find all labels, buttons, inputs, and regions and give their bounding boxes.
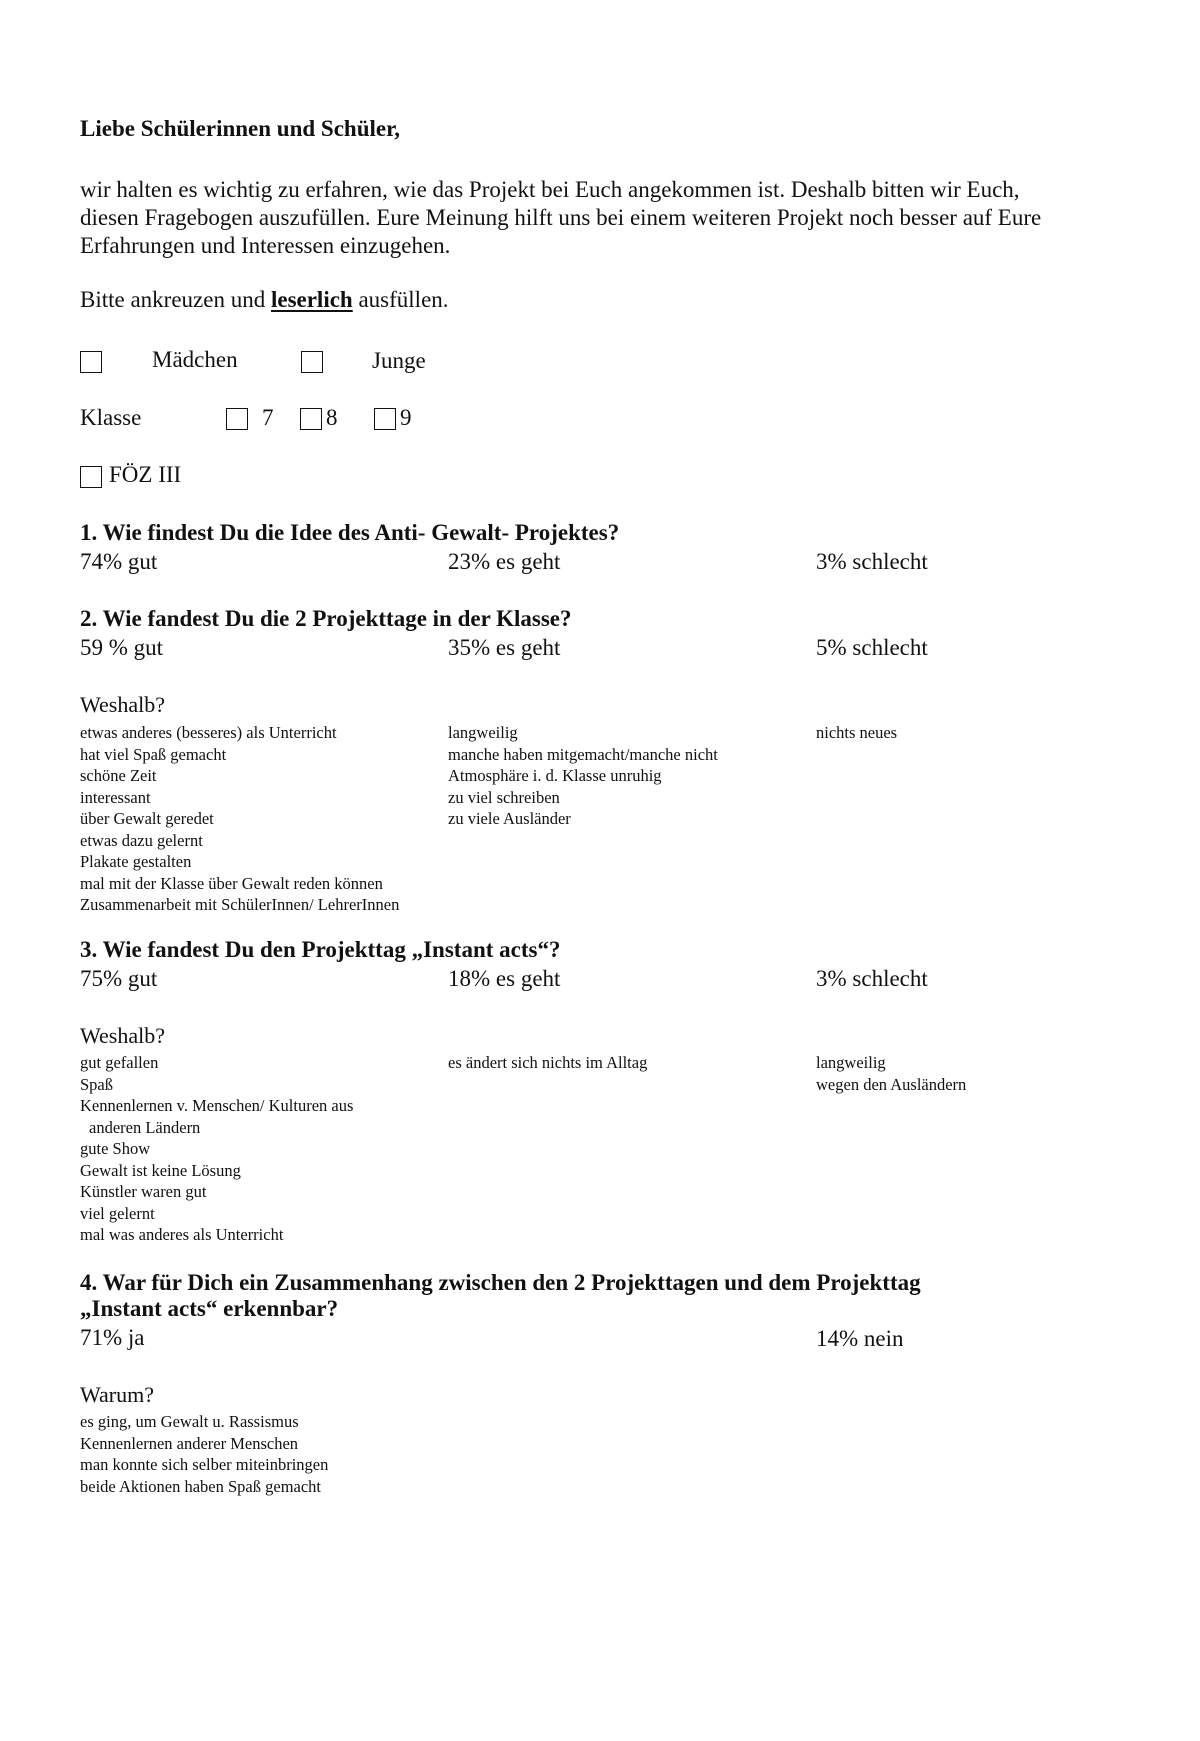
intro-paragraph: wir halten es wichtig zu erfahren, wie das Projekt bei Euch angekommen ist. Deshalb bitten wir Euch, diesen Fragebogen auszufüllen. Eure Meinung hilft uns bei einem weiteren Projekt noch besser auf Eure Erfahrungen und Interessen einzugehen. [80,177,1042,258]
reason-item: Kennenlernen anderer Menschen [80,1433,299,1453]
reason-item: zu viel schreiben [448,787,560,807]
q1-result-bad: 3% schlecht [816,549,928,574]
instruction-before: Bitte ankreuzen und [80,287,266,312]
reason-item: schöne Zeit [80,766,157,785]
label-klasse-8: 8 [326,405,338,430]
q2-result-bad: 5% schlecht [816,635,928,660]
q3-result-medium: 18% es geht [448,966,561,991]
label-klasse-9: 9 [400,405,412,430]
q2-result-medium: 35% es geht [448,635,561,660]
q3-result-bad: 3% schlecht [816,966,928,991]
reason-item: Gewalt ist keine Lösung [80,1160,241,1180]
checkbox-klasse-8[interactable] [300,408,322,430]
q1-result-medium: 23% es geht [448,549,561,574]
instruction [80,287,449,313]
reason-item: Zusammenarbeit mit SchülerInnen/ LehrerInnen [80,895,400,914]
reason-item: nichts neues [816,723,898,742]
reason-item: Plakate gestalten [80,852,192,871]
reason-item: anderen Ländern [89,1117,201,1137]
reason-item: man konnte sich selber miteinbringen [80,1455,329,1474]
reason-item: mal was anderes als Unterricht [80,1225,284,1244]
label-boy: Junge [372,348,426,373]
q3-why-label: Weshalb? [80,1023,165,1048]
q4-why-label: Warum? [80,1382,154,1407]
checkbox-foez[interactable] [80,466,102,488]
question-1: 1. Wie findest Du die Idee des Anti- Gewalt- Projektes? [80,520,620,545]
reason-item: gut gefallen [80,1053,159,1072]
reason-item: wegen den Ausländern [816,1074,967,1094]
reason-item: beide Aktionen haben Spaß gemacht [80,1476,322,1496]
reason-item: manche haben mitgemacht/manche nicht [448,744,718,764]
question-4-line2: „Instant acts“ erkennbar? [80,1296,339,1321]
checkbox-klasse-9[interactable] [374,408,396,430]
reason-item: gute Show [80,1139,151,1158]
reason-item: interessant [80,787,151,807]
reason-item: Spaß [80,1074,113,1094]
reason-item: Kennenlernen v. Menschen/ Kulturen aus [80,1096,354,1115]
reason-item: es ändert sich nichts im Alltag [448,1053,648,1072]
question-4-line1: 4. War für Dich ein Zusammenhang zwischen den 2 Projekttagen und dem Projekttag [80,1270,921,1295]
reason-item: über Gewalt geredet [80,809,214,828]
question-3: 3. Wie fandest Du den Projekttag „Instant acts“? [80,937,561,962]
checkbox-girl[interactable] [80,351,102,373]
q2-result-good: 59 % gut [80,635,164,660]
q3-result-good: 75% gut [80,966,158,991]
reason-item: zu viele Ausländer [448,809,571,828]
reason-item: Künstler waren gut [80,1182,207,1201]
reason-item: langweilig [448,723,518,742]
checkbox-klasse-7[interactable] [226,408,248,430]
reason-item: etwas anderes (besseres) als Unterricht [80,723,337,742]
label-klasse: Klasse [80,405,142,430]
label-foez: FÖZ III [109,462,182,487]
q4-result-yes: 71% ja [80,1325,145,1350]
reason-item: viel gelernt [80,1203,155,1223]
q1-result-good: 74% gut [80,549,158,574]
greeting: Liebe Schülerinnen und Schüler, [80,116,400,141]
reason-item: Atmosphäre i. d. Klasse unruhig [448,766,662,785]
reason-item: es ging, um Gewalt u. Rassismus [80,1412,299,1431]
q4-result-no: 14% nein [816,1326,904,1351]
reason-item: etwas dazu gelernt [80,830,203,850]
instruction-emphasis: leserlich [270,287,353,312]
reason-item: langweilig [816,1053,886,1072]
instruction-after: ausfüllen. [358,287,449,312]
reason-item: mal mit der Klasse über Gewalt reden können [80,873,383,893]
question-2: 2. Wie fandest Du die 2 Projekttage in der Klasse? [80,606,572,631]
q2-why-label: Weshalb? [80,692,165,717]
checkbox-boy[interactable] [301,351,323,373]
label-klasse-7: 7 [262,405,274,430]
label-girl: Mädchen [152,347,238,372]
reason-item: hat viel Spaß gemacht [80,744,227,764]
